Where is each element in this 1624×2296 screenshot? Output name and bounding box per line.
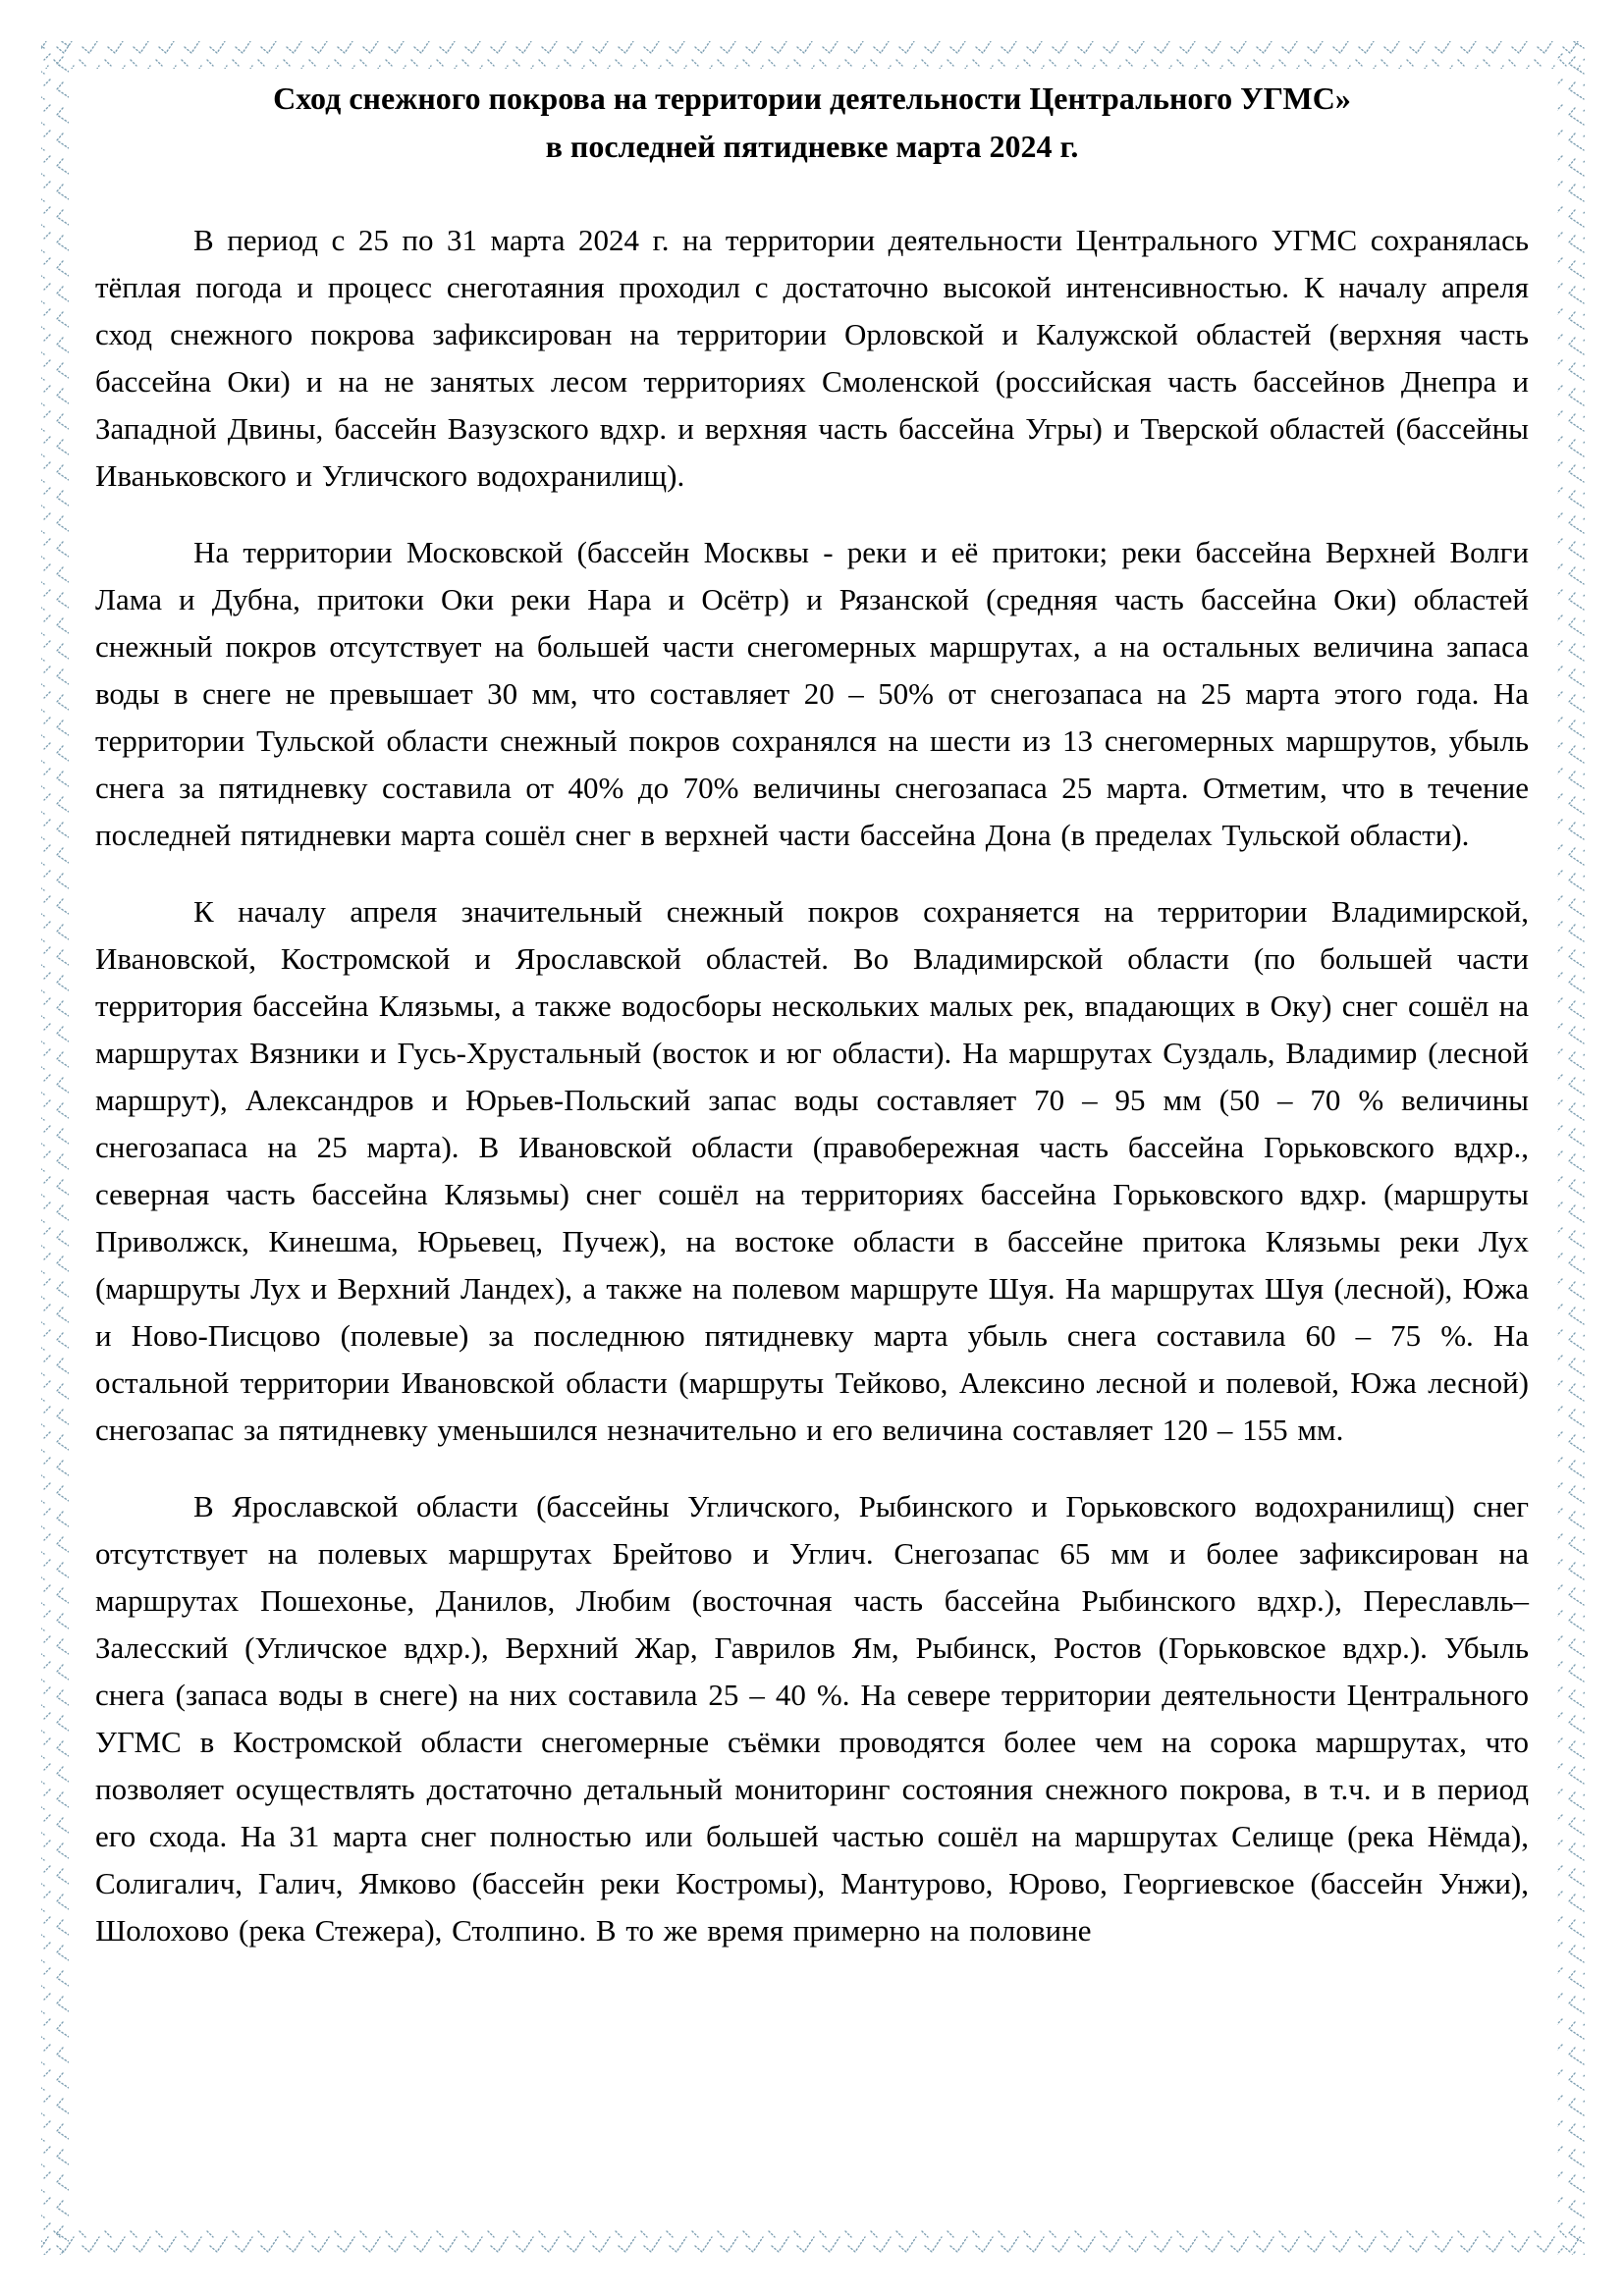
document-content bbox=[95, 75, 1529, 1984]
paragraph: В Ярославской области (бассейны Угличского, Рыбинского и Горьковского водохранилищ) снег отсутствует на полевых маршрутах Брейтово и Углич. Снегозапас 65 мм и более зафиксирован на маршрутах Пошехонье, Данилов, Любим (восточная часть бассейна Рыбинского вдхр.), Переславль–Залесский (Угличское вдхр.), Верхний Жар, Гаврилов Ям, Рыбинск, Ростов (Горьковское вдхр.). Убыль снега (запаса воды в снеге) на них составила 25 – 40 %. На севере территории деятельности Центрального УГМС в Костромской области снегомерные съёмки проводятся более чем на сорока маршрутах, что позволяет осуществлять достаточно детальный мониторинг состояния снежного покрова, в т.ч. и в период его схода. На 31 марта снег полностью или большей частью сошёл на маршрутах Селище (река Нёмда), Солигалич, Галич, Ямково (бассейн реки Костромы), Мантурово, Юрово, Георгиевское (бассейн Унжи), Шолохово (река Стежера), Столпино. В то же время примерно на половине bbox=[95, 1489, 1529, 1948]
paragraph: В период с 25 по 31 марта 2024 г. на территории деятельности Центрального УГМС сохранялась тёплая погода и процесс снеготаяния проходил с достаточно высокой интенсивностью. К началу апреля сход снежного покрова зафиксирован на территории Орловской и Калужской областей (верхняя часть бассейна Оки) и на не занятых лесом территориях Смоленской (российская часть бассейнов Днепра и Западной Двины, бассейн Вазузского вдхр. и верхняя часть бассейна Угры) и Тверской областей (бассейны Иваньковского и Угличского водохранилищ). bbox=[95, 223, 1529, 493]
border-right-strip bbox=[1557, 41, 1585, 2255]
document-body bbox=[95, 217, 1529, 1954]
border-top-strip bbox=[41, 41, 1585, 69]
document-title bbox=[95, 75, 1529, 171]
paragraph: К началу апреля значительный снежный покров сохраняется на территории Владимирской, Ивановской, Костромской и Ярославской областей. Во Владимирской области (по большей части территория бассейна Клязьмы, а также водосборы нескольких малых рек, впадающих в Оку) снег сошёл на маршрутах Вязники и Гусь-Хрустальный (восток и юг области). На маршрутах Суздаль, Владимир (лесной маршрут), Александров и Юрьев-Польский запас воды составляет 70 – 95 мм (50 – 70 % величины снегозапаса на 25 марта). В Ивановской области (правобережная часть бассейна Горьковского вдхр., северная часть бассейна Клязьмы) снег сошёл на территориях бассейна Горьковского вдхр. (маршруты Приволжск, Кинешма, Юрьевец, Пучеж), на востоке области в бассейне притока Клязьмы реки Лух (маршруты Лух и Верхний Ландех), а также на полевом маршруте Шуя. На маршрутах Шуя (лесной), Южа и Ново-Писцово (полевые) за последнюю пятидневку марта убыль снега составила 60 – 75 %. На остальной территории Ивановской области (маршруты Тейково, Алексино лесной и полевой, Южа лесной) снегозапас за пятидневку уменьшился незначительно и его величина составляет 120 – 155 мм. bbox=[95, 894, 1529, 1447]
border-left-strip bbox=[41, 41, 69, 2255]
paragraph: На территории Московской (бассейн Москвы - реки и её притоки; реки бассейна Верхней Волги Лама и Дубна, притоки Оки реки Нара и Осётр) и Рязанской (средняя часть бассейна Оки) областей снежный покров отсутствует на большей части снегомерных маршрутах, а на остальных величина запаса воды в снеге не превышает 30 мм, что составляет 20 – 50% от снегозапаса на 25 марта этого года. На территории Тульской области снежный покров сохранялся на шести из 13 снегомерных маршрутов, убыль снега за пятидневку составила от 40% до 70% величины снегозапаса 25 марта. Отметим, что в течение последней пятидневки марта сошёл снег в верхней части бассейна Дона (в пределах Тульской области). bbox=[95, 535, 1529, 852]
title-line-2: в последней пятидневке марта 2024 г. bbox=[545, 129, 1079, 164]
title-line-1: Сход снежного покрова на территории деятельности Центрального УГМС» bbox=[273, 80, 1351, 116]
border-bottom-strip bbox=[41, 2227, 1585, 2255]
